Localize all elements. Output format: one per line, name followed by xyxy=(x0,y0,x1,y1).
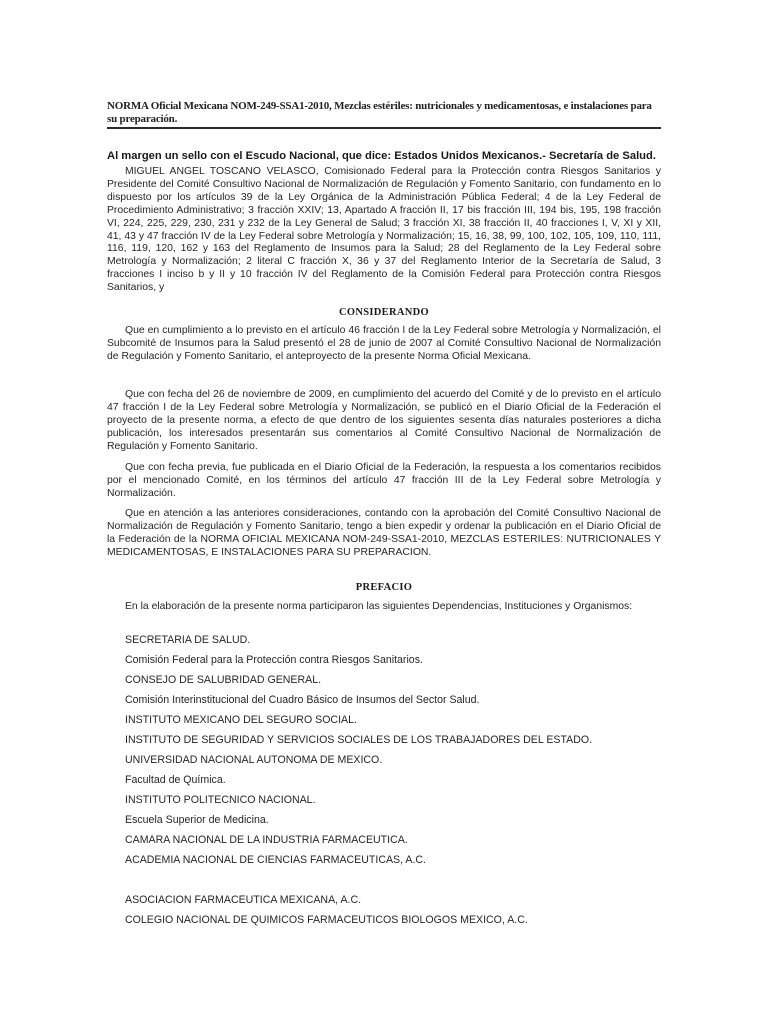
considerando-paragraph: Que con fecha del 26 de noviembre de 2009, en cumplimiento del acuerdo del Comité y de lo previsto en el artículo 47 fracción I de la Ley Federal sobre Metrología y Normalización, se publicó en el Diario Oficial de la Federación el proyecto de la presente norma, a efecto de que dentro de los siguientes sesenta días naturales posteriores a dicha publicación, los interesados presentarán sus comentarios al Comité Consultivo Nacional de Normalización de Regulación y Fomento Sanitario. xyxy=(107,389,661,452)
considerando-heading: CONSIDERANDO xyxy=(339,307,429,318)
title-divider xyxy=(107,127,661,129)
organization-item: SECRETARIA DE SALUD. xyxy=(125,634,251,646)
organization-item: UNIVERSIDAD NACIONAL AUTONOMA DE MEXICO. xyxy=(125,754,383,766)
organization-list xyxy=(125,633,661,933)
organization-item: CONSEJO DE SALUBRIDAD GENERAL. xyxy=(125,674,322,686)
organization-item: Comisión Interinstitucional del Cuadro Básico de Insumos del Sector Salud. xyxy=(125,694,480,706)
considerando-paragraph: Que con fecha previa, fue publicada en el Diario Oficial de la Federación, la respuesta a los comentarios recibidos por el mencionado Comité, en los términos del artículo 47 fracción III de la Ley Federal sobre Metrología y Normalización. xyxy=(107,462,661,499)
considerando-paragraph: Que en cumplimiento a lo previsto en el artículo 46 fracción I de la Ley Federal sobre Metrología y Normalización, el Subcomité de Insumos para la Salud presentó el 28 de junio de 2007 al Comité Consultivo Nacional de Normalización de Regulación y Fomento Sanitario, el anteproyecto de la presente Norma Oficial Mexicana. xyxy=(107,325,661,362)
document-page xyxy=(107,0,661,1024)
organization-item: Facultad de Química. xyxy=(125,774,226,786)
prefacio-heading: PREFACIO xyxy=(355,582,413,593)
organization-item: ASOCIACION FARMACEUTICA MEXICANA, A.C. xyxy=(125,894,362,906)
list-spacer xyxy=(125,873,661,893)
prefacio-intro: En la elaboración de la presente norma participaron las siguientes Dependencias, Instituciones y Organismos: xyxy=(125,601,633,612)
document-title: NORMA Oficial Mexicana NOM-249-SSA1-2010, Mezclas estériles: nutricionales y medicamentosas, e instalaciones para su preparación. xyxy=(107,100,652,125)
organization-item: INSTITUTO DE SEGURIDAD Y SERVICIOS SOCIALES DE LOS TRABAJADORES DEL ESTADO. xyxy=(125,734,593,746)
considerando-paragraph: Que en atención a las anteriores consideraciones, contando con la aprobación del Comité Consultivo Nacional de Normalización de Regulación y Fomento Sanitario, tengo a bien expedir y ordenar la publicación en el Diario Oficial de la Federación de la NORMA OFICIAL MEXICANA NOM-249-SSA1-2010, MEZCLAS ESTERILES: NUTRICIONALES Y MEDICAMENTOSAS, E INSTALACIONES PARA SU PREPARACION. xyxy=(107,508,661,558)
margin-note: Al margen un sello con el Escudo Nacional, que dice: Estados Unidos Mexicanos.- Secretaría de Salud. xyxy=(107,150,656,162)
intro-paragraph: MIGUEL ANGEL TOSCANO VELASCO, Comisionado Federal para la Protección contra Riesgos Sanitarios y Presidente del Comité Consultivo Nacional de Normalización de Regulación y Fomento Sanitario, con fundamento en lo dispuesto por los artículos 39 de la Ley Orgánica de la Administración Pública Federal; 4 de la Ley Federal de Procedimiento Administrativo; 3 fracción XXIV; 13, Apartado A fracción II, 17 bis fracción III, 194 bis, 195, 198 fracción VI, 224, 225, 229, 230, 231 y 232 de la Ley General de Salud; 3 fracción XI, 38 fracción II, 40 fracciones I, V, XI y XII, 41, 43 y 47 fracción IV de la Ley Federal sobre Metrología y Normalización; 15, 16, 38, 99, 100, 102, 105, 109, 110, 111, 116, 119, 120, 162 y 163 del Reglamento de Insumos para la Salud; 28 del Reglamento de la Ley Federal sobre Metrología y Normalización; 2 literal C fracción X, 36 y 37 del Reglamento Interior de la Secretaría de Salud, 3 fracciones I inciso b y II y 10 fracción IV del Reglamento de la Comisión Federal para Protección contra Riesgos Sanitarios, y xyxy=(107,166,661,294)
organization-item: Escuela Superior de Medicina. xyxy=(125,814,269,826)
organization-item: Comisión Federal para la Protección contra Riesgos Sanitarios. xyxy=(125,654,423,666)
organization-item: INSTITUTO POLITECNICO NACIONAL. xyxy=(125,794,316,806)
organization-item: ACADEMIA NACIONAL DE CIENCIAS FARMACEUTICAS, A.C. xyxy=(125,854,426,866)
organization-item: INSTITUTO MEXICANO DEL SEGURO SOCIAL. xyxy=(125,714,357,726)
organization-item: COLEGIO NACIONAL DE QUIMICOS FARMACEUTICOS BIOLOGOS MEXICO, A.C. xyxy=(125,914,528,926)
organization-item: CAMARA NACIONAL DE LA INDUSTRIA FARMACEUTICA. xyxy=(125,834,408,846)
